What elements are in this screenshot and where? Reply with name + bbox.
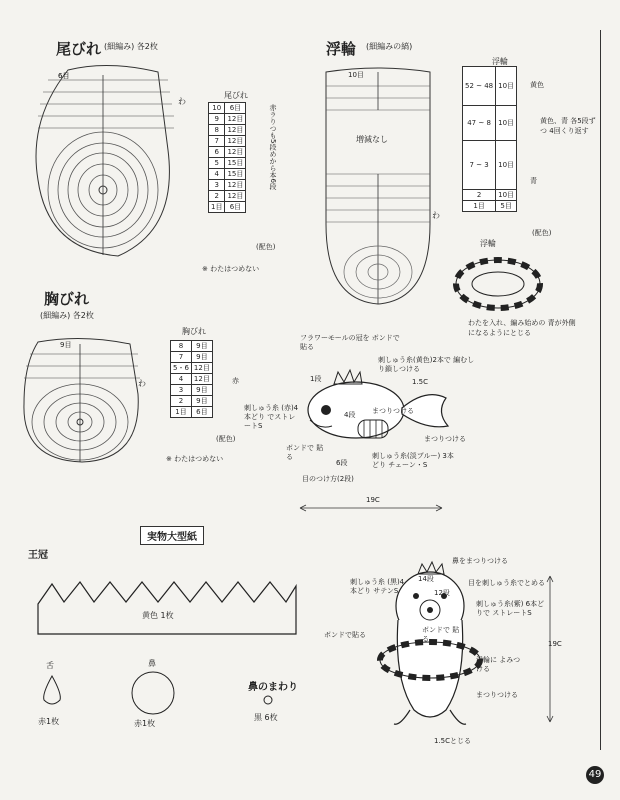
float-ring-color-mid: 青 xyxy=(530,177,537,185)
nose-label: 赤1枚 xyxy=(134,719,156,728)
table-row: 4 12目 xyxy=(171,374,213,385)
seal-callout-glue-2: ボンドで 貼る xyxy=(422,626,460,643)
seal-callout-glue-1: ボンドで貼る xyxy=(324,631,366,639)
table-row: 7 ~ 3 10目 xyxy=(463,141,517,190)
tongue-title: 舌 xyxy=(46,661,54,670)
fish-callout-eye: 目のつけ方(2段) xyxy=(302,475,354,483)
table-row: 2 10目 xyxy=(463,190,517,201)
table-row: 47 ~ 8 10目 xyxy=(463,106,517,141)
table-row: 8 12目 xyxy=(209,125,246,136)
tail-fin-ring-label: わ xyxy=(178,97,186,106)
nose-around-pattern xyxy=(262,694,274,706)
fish-callout-sew-2: まつりつける xyxy=(424,435,466,443)
table-row: 7 12目 xyxy=(209,136,246,147)
crown-pattern xyxy=(38,574,298,638)
fish-callout-sew-1: まつりつける xyxy=(372,407,414,415)
svg-text:6目: 6目 xyxy=(58,72,70,80)
float-ring-ring-label: わ xyxy=(432,211,440,220)
table-row: 7 9目 xyxy=(171,352,213,363)
table-row: 4 15目 xyxy=(209,169,246,180)
seal-callout-black-thread: 刺しゅう糸 (黒)4本どり サテンS xyxy=(350,578,405,595)
table-row: 2 12目 xyxy=(209,191,246,202)
fish-label-row-1: 1段 xyxy=(310,375,322,383)
float-ring-diagram xyxy=(322,64,434,312)
chest-fin-color-label: (配色) xyxy=(216,435,236,443)
table-row: 5・6 12目 xyxy=(171,363,213,374)
float-ring-title: 浮輪 xyxy=(326,40,357,58)
float-ring-color-label: (配色) xyxy=(532,229,552,237)
tail-fin-side-note: 赤ラりつも5段めから本6段 xyxy=(269,104,277,190)
float-ring-center-label: 増減なし xyxy=(356,135,388,144)
seal-callout-ring: 浮輪に よみつける xyxy=(476,656,521,673)
float-ring-table-title: 浮輪 xyxy=(492,57,508,66)
nose-around-title: 鼻のまわり xyxy=(248,682,298,693)
table-row: 2 9目 xyxy=(171,396,213,407)
nose-title: 鼻 xyxy=(148,659,156,668)
fish-label-row-4: 4段 xyxy=(344,411,356,419)
float-ring-table xyxy=(462,66,517,212)
crown-title: 王冠 xyxy=(28,550,48,561)
table-row: 52 ~ 48 10目 xyxy=(463,67,517,106)
float-ring-finished xyxy=(452,256,544,312)
seal-callout-close: 1.5Cとじる xyxy=(434,737,472,745)
seal-label-row-14: 14段 xyxy=(418,575,434,583)
fish-callout-dimension-small: 1.5C xyxy=(412,378,429,386)
seal-callout-sew: まつりつける xyxy=(476,691,518,699)
table-row: 9 12目 xyxy=(209,114,246,125)
tongue-label: 赤1枚 xyxy=(38,717,60,726)
tongue-pattern xyxy=(40,674,64,708)
chest-fin-diagram xyxy=(18,334,146,464)
fish-dimension: 19C xyxy=(366,496,380,504)
crown-label: 黄色 1枚 xyxy=(142,611,174,620)
table-row: 3 12目 xyxy=(209,180,246,191)
seal-callout-purple-thread: 刺しゅう糸(紫) 6本どりで ストレートS xyxy=(476,600,545,617)
fish-callout-glue: ボンドで 貼る xyxy=(286,444,324,461)
page-number: 49 xyxy=(586,766,604,784)
seal-dimension-line xyxy=(540,574,560,724)
table-row: 3 9目 xyxy=(171,385,213,396)
float-ring-subtitle: (細編みの縞) xyxy=(366,42,413,51)
chest-fin-color-side: 赤 xyxy=(232,377,239,385)
table-row: 1目 6目 xyxy=(209,202,246,213)
tail-fin-diagram xyxy=(28,60,188,260)
chest-fin-subtitle: (細編み) 各2枚 xyxy=(40,311,94,320)
float-ring-finish-title: 浮輪 xyxy=(480,239,496,248)
float-ring-color-top: 黄色 xyxy=(530,81,544,89)
table-row: 10 6目 xyxy=(209,103,246,114)
table-row: 8 9目 xyxy=(171,341,213,352)
tail-fin-title: 尾びれ xyxy=(56,40,102,58)
fish-callout-blue-thread: 刺しゅう糸(淡ブルー) 3本どり チェーン・S xyxy=(372,452,454,469)
chest-fin-top-label: 9目 xyxy=(60,341,72,349)
fish-callout-crown: フラワーモールの冠を ボンドで貼る xyxy=(300,334,400,351)
float-ring-color-note: 黄色、青 各5段ずつ 4回くり返す xyxy=(540,117,596,135)
table-row: 6 12目 xyxy=(209,147,246,158)
seal-callout-nose: 鼻をまつりつける xyxy=(452,557,508,565)
table-row: 1目 5目 xyxy=(463,201,517,212)
table-row: 5 15目 xyxy=(209,158,246,169)
tail-fin-color-label: (配色) xyxy=(256,243,276,251)
float-ring-top-label: 10目 xyxy=(348,71,364,79)
nose-pattern xyxy=(130,670,176,716)
tail-fin-note: ※ わたはつめない xyxy=(202,265,260,273)
float-ring-finish-note: わたを入れ、編み始めの 青が外側になるようにとじる xyxy=(468,319,576,337)
tail-fin-table xyxy=(208,102,246,213)
fish-callout-yellow-thread: 刺しゅう糸(黄色)2本で 編むしり鎖しつける xyxy=(378,356,475,373)
fish-label-row-6: 6段 xyxy=(336,459,348,467)
pattern-box-title: 実物大型紙 xyxy=(140,526,204,545)
chest-fin-ring-label: わ xyxy=(138,379,146,388)
seal-label-row-12: 12段 xyxy=(434,589,450,597)
table-row: 1目 6目 xyxy=(171,407,213,418)
chest-fin-note: ※ わたはつめない xyxy=(166,455,224,463)
seal-dimension: 19C xyxy=(548,640,562,648)
chest-fin-table xyxy=(170,340,213,418)
tail-fin-table-title: 尾びれ xyxy=(224,91,248,100)
nose-around-label: 黒 6枚 xyxy=(254,713,278,722)
tail-fin-subtitle: (細編み) 各2枚 xyxy=(104,42,158,51)
fish-callout-red-thread: 刺しゅう糸 (赤)4本どり でストレートS xyxy=(244,404,299,430)
chest-fin-title: 胸びれ xyxy=(44,290,90,308)
page-divider xyxy=(600,30,601,750)
seal-callout-eyes: 目を刺しゅう糸でとめる xyxy=(468,579,545,587)
chest-fin-table-title: 胸びれ xyxy=(182,327,206,336)
